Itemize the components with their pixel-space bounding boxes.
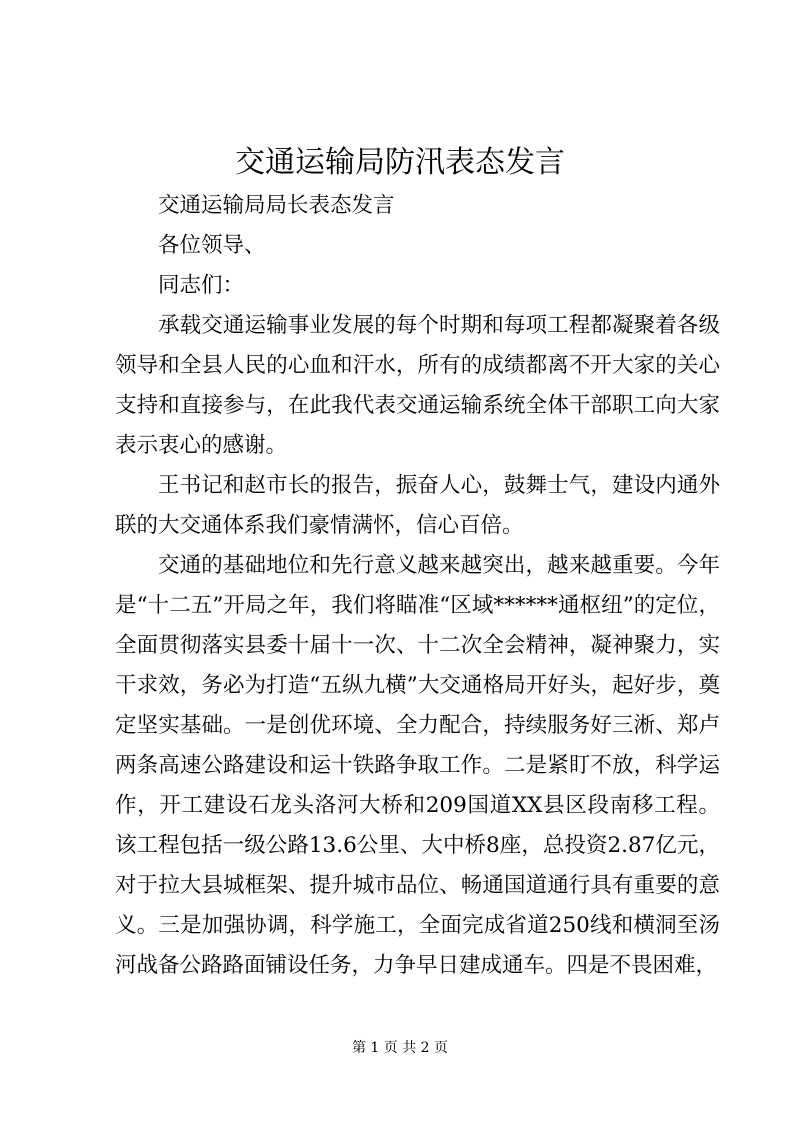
speaker-heading: 交通运输局局长表态发言 (158, 193, 395, 218)
salutation-line-2: 同志们： (158, 273, 245, 298)
body-paragraph: 王书记和赵市长的报告，振奋人心，鼓舞士气，建设内通外联的大交通体系我们豪情满怀，信心百倍。 (115, 473, 720, 538)
body-paragraph: 交通的基础地位和先行意义越来越突出，越来越重要。今年是“十二五”开局之年，我们将瞄准“区域******通枢纽”的定位，全面贯彻落实县委十届十一次、十二次全会精神，凝神聚力，实干求效，务必为打造“五纵九横”大交通格局开好头，起好步，奠定坚实基础。一是创优环境、全力配合，持续服务好三淅、郑卢两条高速公路建设和运十铁路争取工作。二是紧盯不放，科学运作，开工建设石龙头洛河大桥和209国道XX县区段南移工程。该工程包括一级公路13.6公里、大中桥8座，总投资2.87亿元，对于拉大县城框架、提升城市品位、畅通国道通行具有重要的意义。三是加强协调，科学施工，全面完成省道250线和横洞至汤河战备公路路面铺设任务，力争早日建成通车。四是不畏困难， (115, 553, 720, 978)
document-body (115, 186, 720, 986)
document-title: 交通运输局防汛表态发言 (235, 145, 565, 180)
body-paragraph: 承载交通运输事业发展的每个时期和每项工程都凝聚着各级领导和全县人民的心血和汗水，所有的成绩都离不开大家的关心支持和直接参与，在此我代表交通运输系统全体干部职工向大家表示衷心的感谢。 (115, 313, 720, 458)
salutation-line-1: 各位领导、 (158, 233, 266, 258)
page-number: 第 1 页 共 2 页 (351, 1040, 449, 1056)
